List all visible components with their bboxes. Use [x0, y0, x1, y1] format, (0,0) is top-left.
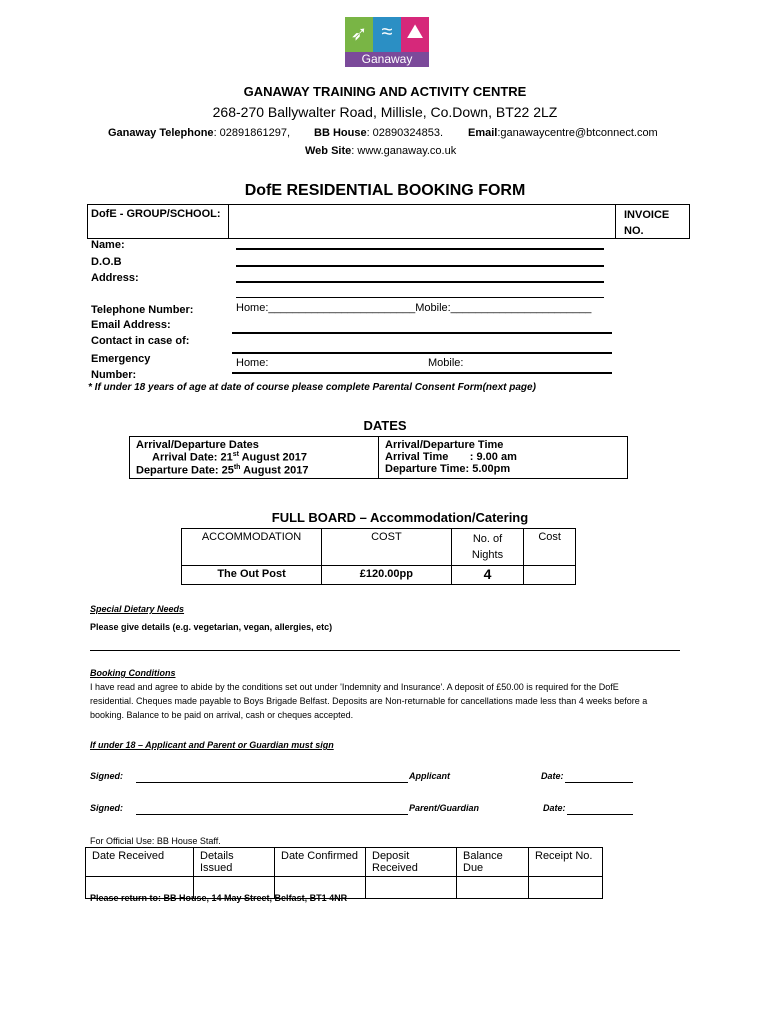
col-cost2: Cost — [524, 529, 576, 566]
conditions-line-2: residential. Cheques made payable to Boys Brigade Belfast. Deposits are Non-returnable for cancellations made less than 4 weeks before a — [90, 696, 648, 706]
dietary-field[interactable] — [90, 650, 680, 651]
departure-date-prefix: Departure Date: 25 — [136, 464, 234, 477]
emergency-home-label: Home: — [236, 357, 269, 369]
official-heading: For Official Use: BB House Staff. — [90, 836, 221, 846]
address-label: Address: — [91, 272, 139, 284]
logo-text: Ganaway — [345, 52, 429, 67]
name-label: Name: — [91, 239, 125, 251]
bb-house-line — [314, 127, 443, 139]
website-value: : www.ganaway.co.uk — [351, 145, 457, 157]
parent-date-label: Date: — [543, 803, 566, 813]
emergency-label: Emergency Number: — [91, 353, 151, 381]
dietary-prompt: Please give details (e.g. vegetarian, vegan, allergies, etc) — [90, 622, 333, 632]
applicant-date-label: Date: — [541, 771, 564, 781]
logo-tile-green — [345, 17, 373, 52]
website-label: Web Site — [305, 145, 352, 157]
bb-house-label: BB House — [314, 127, 367, 139]
parent-signature-field[interactable] — [136, 814, 408, 815]
row-cost: £120.00pp — [322, 566, 452, 585]
address-field-2[interactable] — [236, 297, 604, 298]
departure-time: Departure Time: 5.00pm — [385, 463, 511, 475]
official-col-receipt-no: Receipt No. — [529, 848, 603, 877]
telephone-label: Ganaway Telephone — [108, 127, 214, 139]
applicant-label: Applicant — [409, 771, 451, 781]
consent-note: * If under 18 years of age at date of course please complete Parental Consent Form(next page) — [88, 382, 536, 393]
departure-date-sup: th — [233, 463, 241, 471]
group-divider — [228, 204, 229, 238]
signatures-heading: If under 18 – Applicant and Parent or Guardian must sign — [90, 740, 334, 750]
telephone-home-mobile-line[interactable]: Home:________________________Mobile:_______________________ — [236, 302, 592, 314]
email-field[interactable] — [232, 332, 612, 334]
email-line — [468, 127, 658, 139]
telephone-number-label: Telephone Number: — [91, 304, 194, 316]
emergency-field[interactable] — [232, 372, 612, 374]
departure-date — [136, 464, 372, 477]
official-cell-deposit-received[interactable] — [366, 877, 457, 899]
official-col-date-received: Date Received — [86, 848, 194, 877]
arrival-date-sup: st — [232, 451, 239, 458]
dates-right-cell — [379, 437, 628, 479]
official-col-date-confirmed: Date Confirmed — [275, 848, 366, 877]
arrival-date — [136, 451, 372, 464]
arrival-date-suffix: August 2017 — [238, 451, 308, 464]
applicant-signed-label: Signed: — [90, 771, 123, 781]
telephone-value: : 02891861297, — [213, 127, 291, 139]
logo-tile-blue — [373, 17, 401, 52]
dates-left-cell — [130, 437, 379, 479]
parent-guardian-label: Parent/Guardian — [409, 803, 480, 813]
contact-label: Contact in case of: — [91, 335, 190, 347]
dates-heading: DATES — [363, 418, 407, 433]
conditions-line-3: booking. Balance to be paid on arrival, cash or cheques accepted. — [90, 710, 354, 720]
return-address: Please return to: BB House, 14 May Street, Belfast, BT1 4NR — [90, 893, 348, 903]
arrival-time: Arrival Time : 9.00 am — [385, 451, 517, 463]
applicant-signature-field[interactable] — [136, 782, 408, 783]
climber-icon: ⛰ — [406, 21, 424, 43]
conditions-heading: Booking Conditions — [90, 668, 176, 678]
dietary-heading: Special Dietary Needs — [90, 604, 185, 614]
dob-field[interactable] — [236, 265, 604, 267]
address-field-1[interactable] — [236, 281, 604, 283]
contact-field[interactable] — [232, 352, 612, 354]
col-nights: No. of Nights — [451, 529, 524, 566]
archer-icon: ➶ — [350, 23, 368, 45]
invoice-divider — [615, 204, 616, 238]
centre-address: 268-270 Ballywalter Road, Millisle, Co.Down, BT22 2LZ — [212, 104, 558, 120]
group-input[interactable] — [230, 206, 612, 236]
emergency-mobile-label: Mobile: — [428, 357, 464, 369]
board-heading: FULL BOARD – Accommodation/Catering — [271, 510, 529, 525]
official-col-details-issued: Details Issued — [194, 848, 275, 877]
ganaway-logo — [345, 17, 429, 67]
row-accommodation: The Out Post — [182, 566, 322, 585]
logo-tile-pink — [401, 17, 429, 52]
telephone-line — [108, 127, 290, 139]
dob-label: D.O.B — [91, 256, 122, 268]
bb-house-value: : 02890324853. — [366, 127, 444, 139]
applicant-date-field[interactable] — [565, 782, 633, 783]
centre-title: GANAWAY TRAINING AND ACTIVITY CENTRE — [243, 84, 527, 99]
dates-table — [129, 436, 628, 479]
row-cost2[interactable] — [524, 566, 576, 585]
row-nights[interactable]: 4 — [451, 566, 524, 585]
form-title: DofE RESIDENTIAL BOOKING FORM — [244, 182, 526, 199]
departure-date-suffix: August 2017 — [240, 464, 309, 477]
email-value: :ganawaycentre@btconnect.com — [497, 127, 658, 139]
name-field[interactable] — [236, 248, 604, 250]
official-cell-balance-due[interactable] — [457, 877, 529, 899]
col-accommodation: ACCOMMODATION — [182, 529, 322, 566]
email-label: Email — [468, 127, 498, 139]
dates-right-header: Arrival/Departure Time — [385, 439, 504, 451]
col-cost: COST — [322, 529, 452, 566]
arrival-date-prefix: Arrival Date: 21 — [152, 451, 233, 464]
email-address-label: Email Address: — [91, 319, 171, 331]
invoice-label: INVOICE NO. — [624, 209, 670, 237]
dates-left-header: Arrival/Departure Dates — [136, 439, 259, 451]
parent-signed-label: Signed: — [90, 803, 123, 813]
website-line — [305, 145, 456, 157]
board-table — [181, 528, 576, 585]
official-col-balance-due: Balance Due — [457, 848, 529, 877]
official-table — [85, 847, 603, 899]
canoe-icon: ≈ — [381, 21, 393, 43]
official-col-deposit-received: Deposit Received — [366, 848, 457, 877]
conditions-line-1: I have read and agree to abide by the conditions set out under 'Indemnity and Insurance'. A deposit of £50.00 is required for the DofE — [90, 682, 619, 692]
parent-date-field[interactable] — [567, 814, 633, 815]
group-label: DofE - GROUP/SCHOOL: — [91, 208, 221, 220]
official-cell-receipt-no[interactable] — [529, 877, 603, 899]
